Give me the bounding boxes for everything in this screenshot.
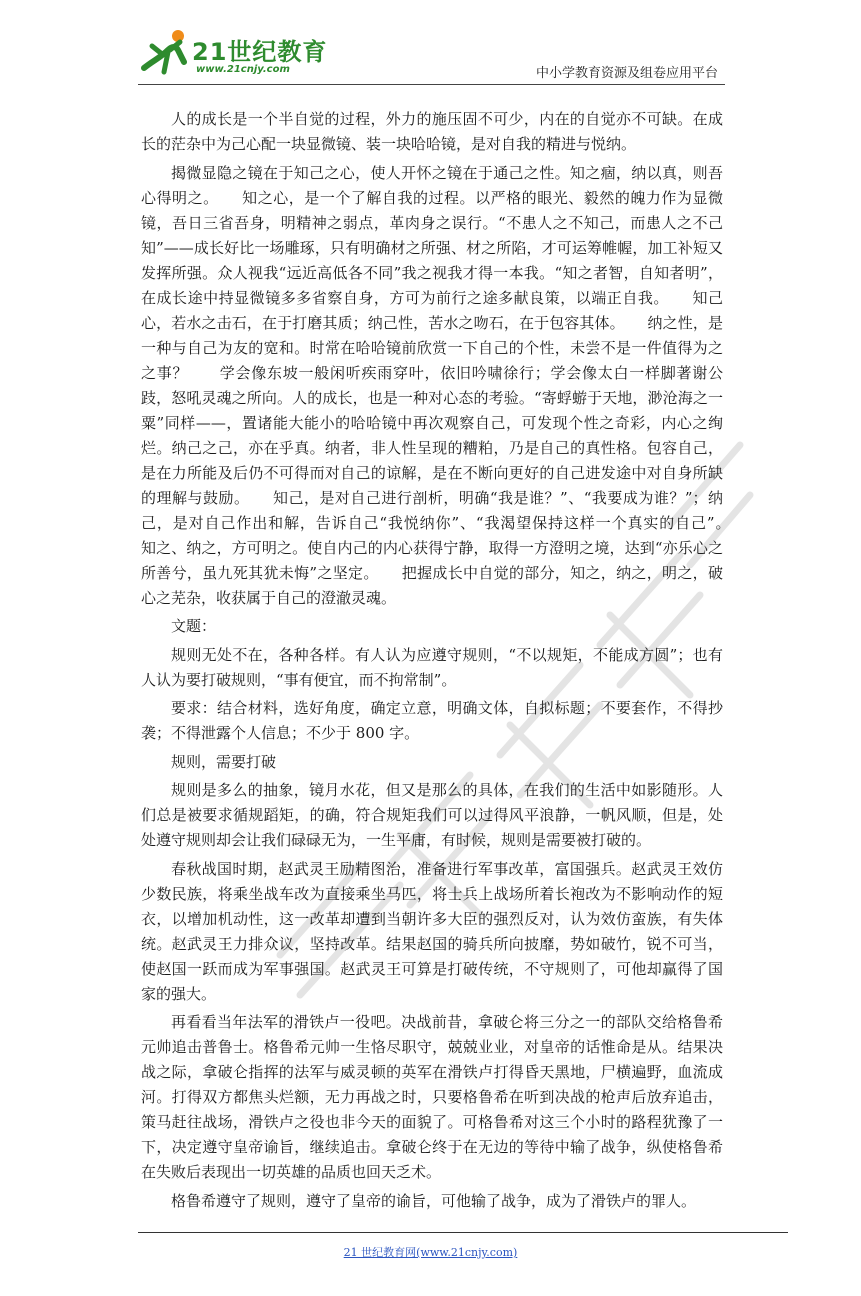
platform-title: 中小学教育资源及组卷应用平台 [535,66,718,81]
paragraph: 人的成长是一个半自觉的过程，外力的施压固不可少，内在的自觉亦不可缺。在成长的茫杂中为己心配一块显微镜、装一块哈哈镜，是对自我的精进与悦纳。 [141,110,723,153]
footer-divider [138,1232,788,1233]
paragraph: 文题： [171,617,217,635]
logo-title: 21世纪教育 [192,38,328,66]
page-header [0,0,861,92]
site-logo[interactable] [140,28,340,84]
paragraph: 要求：结合材料，选好角度，确定立意，明确文体，自拟标题；不要套作，不得抄袭；不得泄露个人信息；不少于 800 字。 [141,699,723,742]
page-footer [0,1244,861,1260]
paragraph: 规则是多么的抽象，镜月水花，但又是那么的具体，在我们的生活中如影随形。人们总是被要求循规蹈矩，的确，符合规矩我们可以过得风平浪静，一帆风顺，但是，处处遵守规则却会让我们碌碌无为，一生平庸，有时候，规则是需要被打破的。 [141,781,723,849]
document-body [141,107,754,1217]
paragraph: 春秋战国时期，赵武灵王励精图治，准备进行军事改革，富国强兵。赵武灵王效仿少数民族，将乘坐战车改为直接乘坐马匹，将士兵上战场所着长袍改为不影响动作的短衣，以增加机动性，这一改革却遭到当朝许多大臣的强烈反对，认为效仿蛮族，有失体统。赵武灵王力排众议，坚持改革。结果赵国的骑兵所向披靡，势如破竹，锐不可当，使赵国一跃而成为军事强国。赵武灵王可算是打破传统，不守规则了，可他却赢得了国家的强大。 [141,859,723,1003]
essay-title: 规则，需要打破 [171,752,277,771]
paragraph: 格鲁希遵守了规则，遵守了皇帝的谕旨，可他输了战争，成为了滑铁卢的罪人。 [171,1191,697,1210]
footer-link[interactable]: 21 世纪教育网(www.21cnjy.com) [343,1246,518,1259]
logo-url: www.21cnjy.com [196,64,290,75]
paragraph: 揭微显隐之镜在于知己之心，使人开怀之镜在于通己之性。知之痼，纳以真，则吾心得明之。 知之心，是一个了解自我的过程。以严格的眼光、毅然的魄力作为显微镜，吾日三省吾身，明精神之弱点，革肉身之误行。“不患人之不知己，而患人之不己知”——成长好比一场雕琢，只有明确材之所强、材之所陷，才可运筹帷幄，加工补短又发挥所强。众人视我“远近高低各不同”我之视我才得一本我。“知之者智，自知者明”，在成长途中持显微镜多多省察自身，方可为前行之途多献良策，以端正自我。 知己心，若水之击石，在于打磨其质；纳己性，苦水之吻石，在于包容其体。 纳之性，是一种与自己为友的宽和。时常在哈哈镜前欣赏一下自己的个性，未尝不是一件值得为之之事？ 学会像东坡一般闲听疾雨穿叶，依旧吟啸徐行；学会像太白一样脚著谢公跂，怒吼灵魂之所向。人的成长，也是一种对心态的考验。“寄蜉蝣于天地，渺沧海之一粟”同样——，置诸能大能小的哈哈镜中再次观察自己，可发现个性之奇彩，内心之绚烂。纳己之己，亦在乎真。纳者，非人性呈现的糟粕，乃是自己的真性格。包容自己，是在力所能及后仍不可得而对自己的谅解，是在不断向更好的自己进发途中对自身所缺的理解与鼓励。 知己，是对自己进行剖析，明确“我是谁？”、“我要成为谁？”；纳己，是对自己作出和解，告诉自己“我悦纳你”、“我渴望保持这样一个真实的自己”。 知之、纳之，方可明之。使自内己的内心获得宁静，取得一方澄明之境，达到“亦乐心之所善兮，虽九死其犹未悔”之坚定。 把握成长中自觉的部分，知之，纳之，明之，破心之芜杂，收获属于自己的澄澈灵魂。 [141,163,754,607]
paragraph: 规则无处不在，各种各样。有人认为应遵守规则，“不以规矩，不能成方圆”；也有人认为要打破规则，“事有便宜，而不拘常制”。 [141,645,723,689]
paragraph: 再看看当年法军的滑铁卢一役吧。决战前昔，拿破仑将三分之一的部队交给格鲁希元帅追击普鲁士。格鲁希元帅一生恪尽职守，兢兢业业，对皇帝的话惟命是从。结果决战之际，拿破仑指挥的法军与威灵顿的英军在滑铁卢打得昏天黑地，尸横遍野，血流成河。打得双方都焦头烂额，无力再战之时，只要格鲁希在听到决战的枪声后放弃追击，策马赶往战场，滑铁卢之役也非今天的面貌了。可格鲁希对这三个小时的路程犹豫了一下，决定遵守皇帝谕旨，继续追击。拿破仑终于在无边的等待中输了战争，纵使格鲁希在失败后表现出一切英雄的品质也回天乏术。 [141,1013,723,1181]
runner-logo-icon [140,28,194,78]
header-divider [138,84,725,85]
